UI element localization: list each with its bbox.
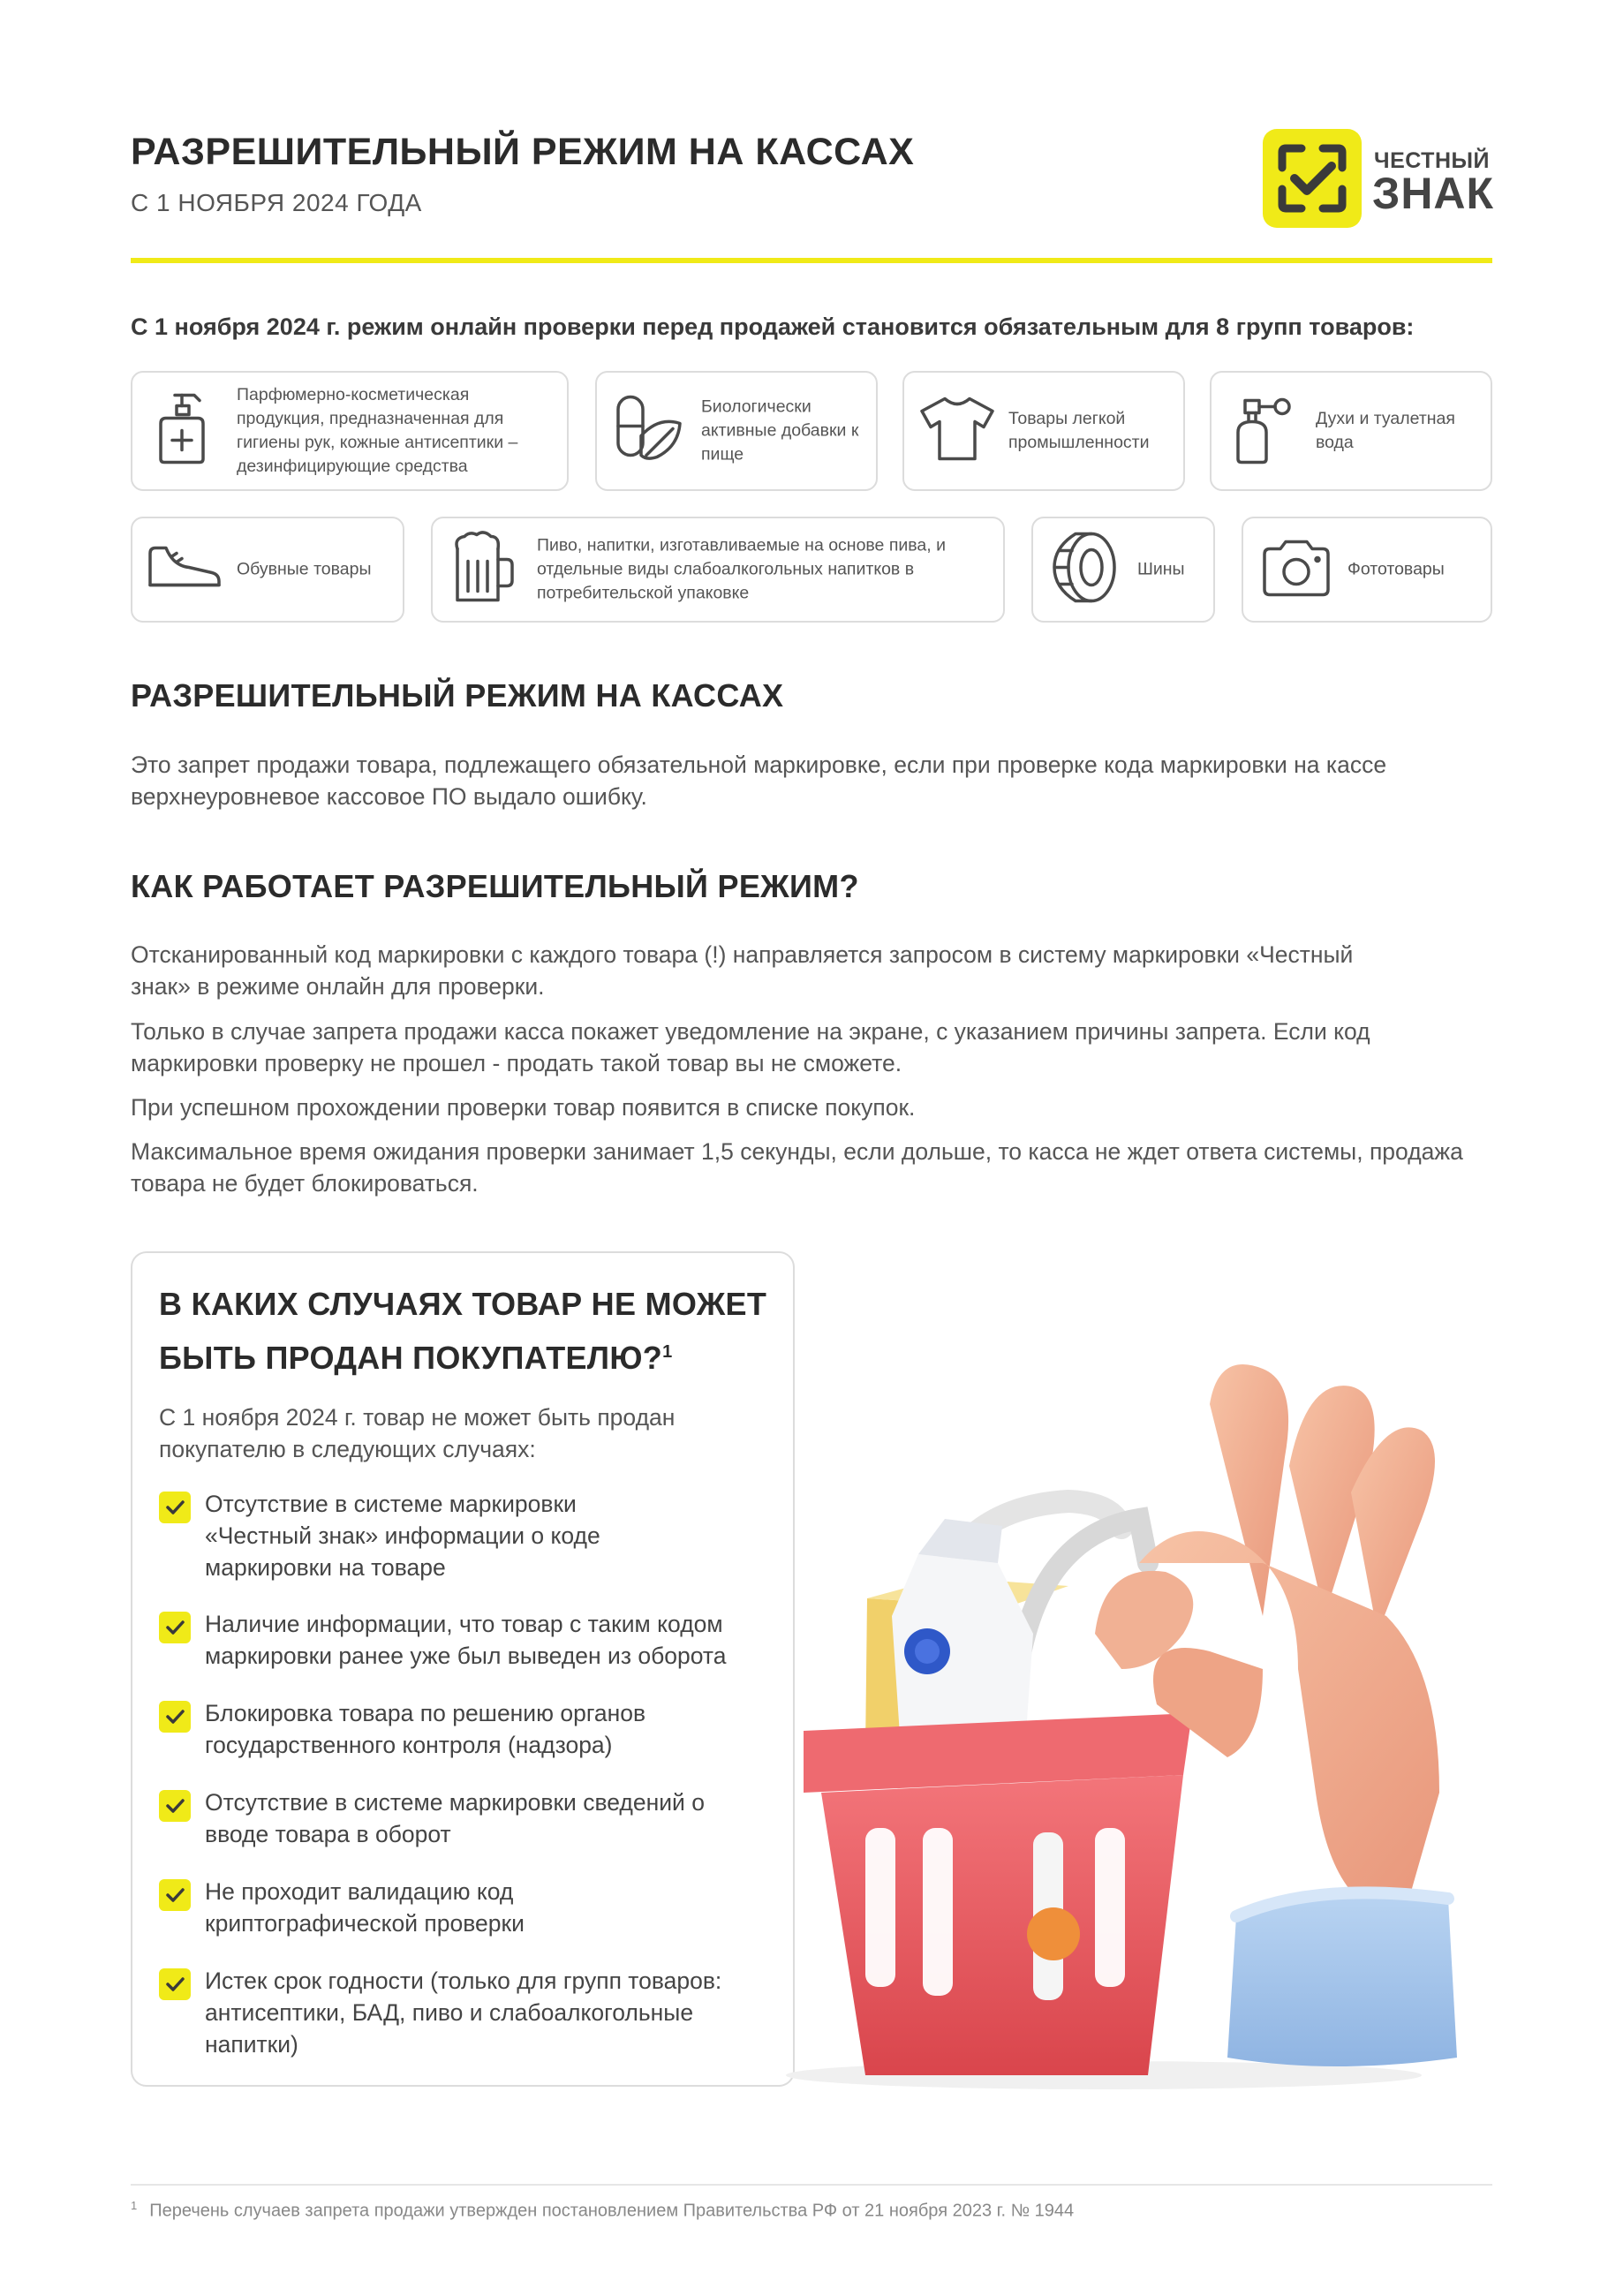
check-icon — [159, 1612, 191, 1643]
check-icon — [159, 1879, 191, 1911]
group-label: Шины — [1137, 559, 1185, 579]
supplement-capsule-icon — [611, 392, 685, 471]
case-item-text: Блокировка товара по решению органов государственного контроля (надзора) — [205, 1700, 646, 1758]
cases-title — [159, 1280, 777, 1382]
cases-title-line1: В КАКИХ СЛУЧАЯХ ТОВАР НЕ МОЖЕТ — [159, 1286, 767, 1322]
page-header — [131, 124, 1495, 265]
check-icon — [159, 1492, 191, 1523]
cases-title-line2: БЫТЬ ПРОДАН ПОКУПАТЕЛЮ? — [159, 1340, 663, 1376]
check-icon — [159, 1968, 191, 2000]
header-divider — [131, 258, 1492, 263]
group-card-tires — [1031, 517, 1215, 623]
perfume-bottle-icon — [1226, 392, 1300, 471]
cases-intro: С 1 ноября 2024 г. товар не может быть продан покупателю в следующих случаях: — [159, 1404, 676, 1462]
sneaker-icon — [147, 541, 223, 599]
section-text-permissive-mode: Это запрет продажи товара, подлежащего обязательной маркировке, если при проверке кода маркировки на кассе верхнеуровневое кассовое ПО выдало ошибку. — [131, 751, 1387, 810]
how-paragraph-3: При успешном прохождении проверки товар появится в списке покупок. — [131, 1094, 916, 1121]
case-item-text: Не проходит валидацию код криптографической проверки — [205, 1878, 525, 1937]
footnote-mark: 1 — [131, 2199, 138, 2212]
group-label: Обувные товары — [237, 559, 372, 579]
footnote-divider — [131, 2184, 1492, 2186]
group-label: Фототовары — [1347, 559, 1445, 579]
group-label: Товары легкой промышленности — [1008, 409, 1150, 452]
chestny-znak-logo — [1263, 129, 1495, 228]
case-item-text: Отсутствие в системе маркировки сведений о вводе товара в оборот — [205, 1789, 705, 1847]
group-label: Биологически активные добавки к пище — [701, 397, 859, 464]
how-paragraph-2: Только в случае запрета продажи касса покажет уведомление на экране, с указанием причины запрета. Если код маркировки проверку не прошел - продать такой товар вы не сможете. — [131, 1018, 1370, 1076]
logo-check-mark-icon — [1263, 129, 1362, 228]
logo-text-top: ЧЕСТНЫЙ — [1374, 148, 1490, 173]
tire-icon — [1049, 530, 1120, 610]
check-icon — [159, 1701, 191, 1733]
case-item-text: Отсутствие в системе маркировки «Честный знак» информации о коде маркировки на товаре — [205, 1491, 600, 1581]
how-paragraph-4: Максимальное время ожидания проверки занимает 1,5 секунды, если дольше, то касса не ждет ответа системы, продажа товара не будет блокироваться. — [131, 1138, 1463, 1197]
group-card-supplements — [595, 371, 878, 491]
page-subtitle: С 1 НОЯБРЯ 2024 ГОДА — [131, 189, 422, 216]
case-item-text: Истек срок годности (только для групп товаров: антисептики, БАД, пиво и слабоалкогольные напитки) — [205, 1967, 722, 2058]
logo-text-bottom: ЗНАК — [1372, 169, 1495, 218]
group-card-footwear — [131, 517, 404, 623]
camera-icon — [1259, 537, 1333, 603]
group-card-beer — [431, 517, 1005, 623]
section-title-permissive-mode: РАЗРЕШИТЕЛЬНЫЙ РЕЖИМ НА КАССАХ — [131, 677, 784, 714]
basket-ok-hand-illustration — [768, 1298, 1563, 2093]
cases-title-footnote-mark: 1 — [662, 1342, 673, 1362]
group-card-sanitizers — [131, 371, 569, 491]
footnote — [131, 2199, 1074, 2222]
footnote-text: Перечень случаев запрета продажи утвержден постановлением Правительства РФ от 21 ноября 2023 г. № 1944 — [149, 2201, 1075, 2221]
group-label: Парфюмерно-косметическая продукция, предназначенная для гигиены рук, кожные антисептики – дезинфицирующие средства — [237, 385, 518, 476]
how-paragraph-1: Отсканированный код маркировки с каждого товара (!) направляется запросом в систему маркировки «Честный знак» в режиме онлайн для проверки. — [131, 941, 1354, 1000]
group-label: Духи и туалетная вода — [1316, 409, 1455, 452]
group-card-perfume — [1210, 371, 1492, 491]
check-icon — [159, 1790, 191, 1822]
tshirt-icon — [918, 394, 996, 469]
groups-intro: С 1 ноября 2024 г. режим онлайн проверки перед продажей становится обязательным для 8 групп товаров: — [131, 313, 1415, 340]
sanitizer-bottle-icon — [155, 392, 208, 471]
group-card-photo — [1242, 517, 1492, 623]
group-card-light-industry — [902, 371, 1185, 491]
group-label: Пиво, напитки, изготавливаемые на основе пива, и отдельные виды слабоалкогольных напитков в потребительской упаковке — [537, 535, 946, 603]
forbidden-cases-box — [131, 1251, 795, 2087]
case-item-text: Наличие информации, что товар с таким кодом маркировки ранее уже был выведен из оборота — [205, 1611, 727, 1669]
section-title-how-it-works: КАК РАБОТАЕТ РАЗРЕШИТЕЛЬНЫЙ РЕЖИМ? — [131, 868, 859, 904]
beer-mug-icon — [449, 530, 516, 610]
page-title: РАЗРЕШИТЕЛЬНЫЙ РЕЖИМ НА КАССАХ — [131, 131, 915, 173]
